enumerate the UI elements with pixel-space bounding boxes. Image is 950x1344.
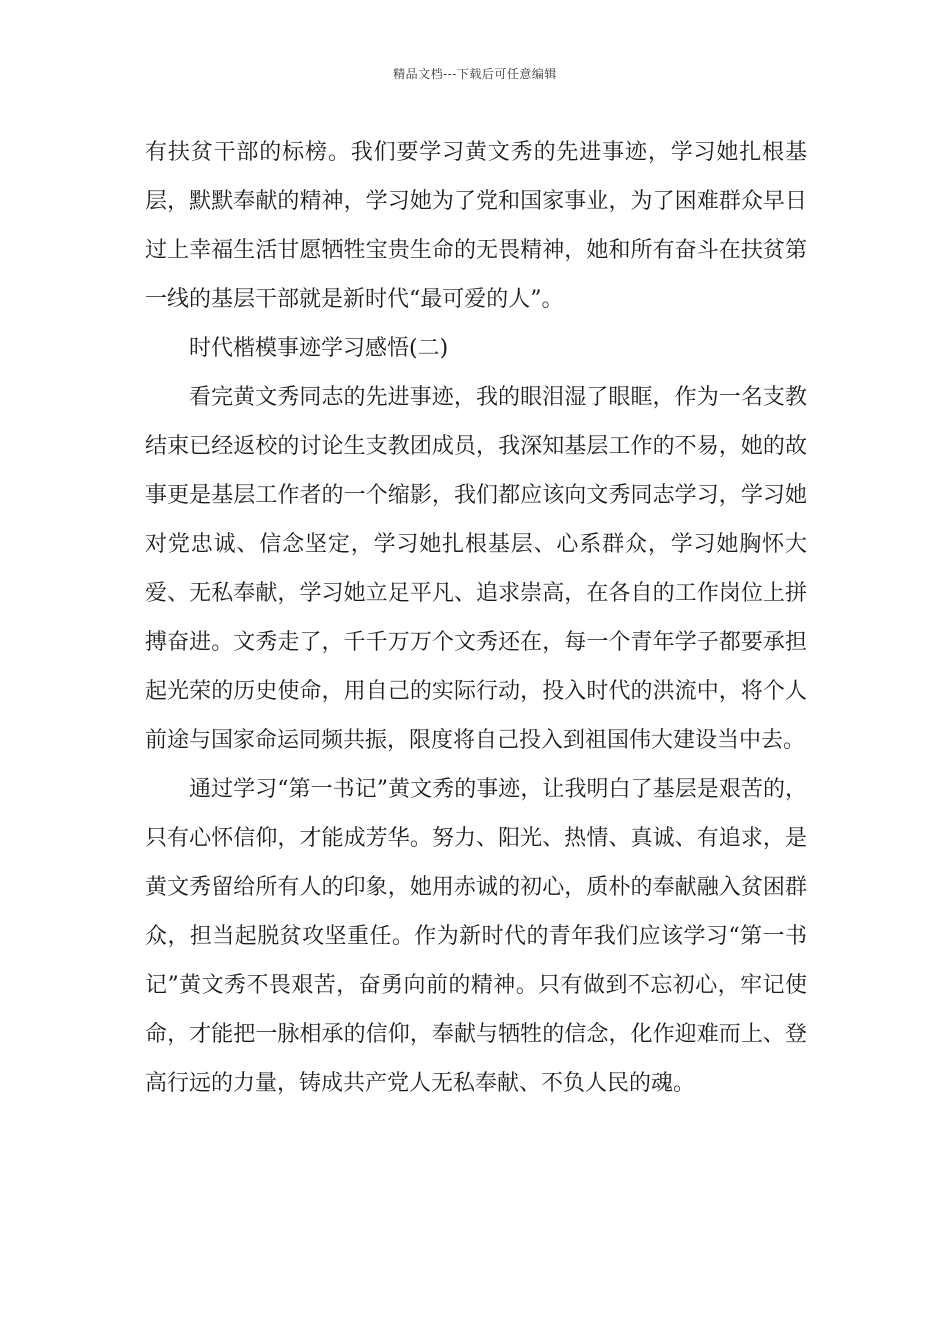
paragraph-reflection-2: 通过学习“第一书记”黄文秀的事迹，让我明白了基层是艰苦的，只有心怀信仰，才能成芳华。努力、阳光、热情、真诚、有追求，是黄文秀留给所有人的印象，她用赤诚的初心，质朴的奉献融入贫困群众，担当起脱贫攻坚重任。作为新时代的青年我们应该学习“第一书记”黄文秀不畏艰苦，奋勇向前的精神。只有做到不忘初心，牢记使命，才能把一脉相承的信仰，奉献与牺牲的信念，化作迎难而上、登高行远的力量，铸成共产党人无私奉献、不负人民的魂。 [145, 777, 807, 1096]
paragraph-reflection-1: 看完黄文秀同志的先进事迹，我的眼泪湿了眼眶，作为一名支教结束已经返校的讨论生支教团成员，我深知基层工作的不易，她的故事更是基层工作者的一个缩影，我们都应该向文秀同志学习，学习她对党忠诚、信念坚定，学习她扎根基层、心系群众，学习她胸怀大爱、无私奉献，学习她立足平凡、追求崇高，在各自的工作岗位上拼搏奋进。文秀走了，千千万万个文秀还在，每一个青年学子都要承担起光荣的历史使命，用自己的实际行动，投入时代的洪流中，将个人前途与国家命运同频共振，限度将自己投入到祖国伟大建设当中去。 [145, 385, 807, 753]
paragraph-continued: 有扶贫干部的标榜。我们要学习黄文秀的先进事迹，学习她扎根基层，默默奉献的精神，学习她为了党和国家事业，为了困难群众早日过上幸福生活甘愿牺牲宝贵生命的无畏精神，她和所有奋斗在扶贫第一线的基层干部就是新时代“最可爱的人”。 [145, 140, 807, 312]
document-body [145, 128, 807, 1108]
section-heading: 时代楷模事迹学习感悟(二) [189, 336, 449, 361]
page-header: 精品文档---下载后可任意编辑 [393, 67, 557, 81]
